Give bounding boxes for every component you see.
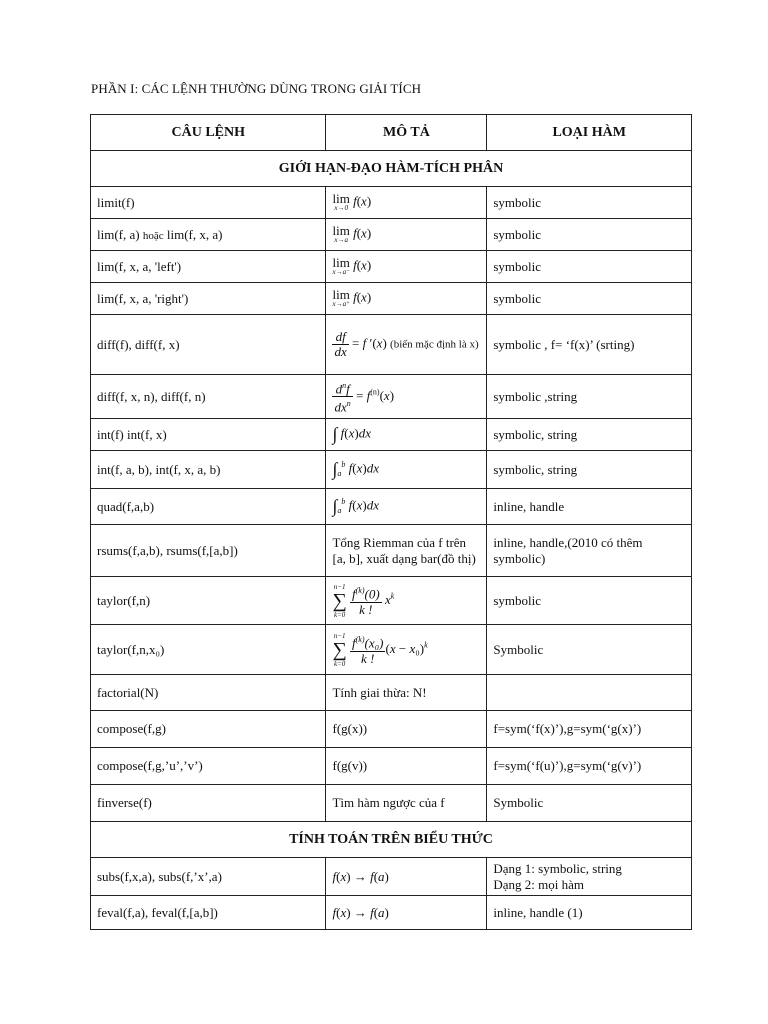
cell-description: $\int_a^b$ f(x)dx [326,451,487,489]
cell-type: f=sym(‘f(u)’),g=sym(‘g(v)’) [487,748,692,785]
cell-command: compose(f,g,’u’,’v’) [91,748,326,785]
table-row [91,896,692,930]
cell-description: lim x→a f(x) [326,219,487,251]
table-row [91,785,692,822]
table-row [91,375,692,419]
cell-command: subs(f,x,a), subs(f,’x’,a) [91,858,326,896]
cell-description: n−1 ∑ k=0 $\frac{f^{(k)}(0)}{k !}$ $x^k$ [326,577,487,625]
section-title-expressions: TÍNH TOÁN TRÊN BIỂU THỨC [91,822,692,858]
cell-command: taylor(f,n) [91,577,326,625]
cell-command: int(f) int(f, x) [91,419,326,451]
table-row [91,489,692,525]
cell-type: inline, handle,(2010 có thêm symbolic) [487,525,692,577]
cell-command: factorial(N) [91,675,326,711]
cell-command: rsums(f,a,b), rsums(f,[a,b]) [91,525,326,577]
table-row [91,748,692,785]
cell-command: diff(f), diff(f, x) [91,315,326,375]
cell-description: $\int_a^b$ f(x)dx [326,489,487,525]
cell-description: f(g(v)) [326,748,487,785]
cell-command: int(f, a, b), int(f, x, a, b) [91,451,326,489]
cell-description: f(x) → f(a) [326,858,487,896]
section-title-limits: GIỚI HẠN-ĐẠO HÀM-TÍCH PHÂN [91,151,692,187]
page-heading: PHẦN I: CÁC LỆNH THƯỜNG DÙNG TRONG GIẢI TÍCH [91,81,422,96]
cell-type: Symbolic [487,625,692,675]
cell-type: symbolic [487,187,692,219]
cell-type: symbolic ,string [487,375,692,419]
cell-type: f=sym(‘f(x)’),g=sym(‘g(x)’) [487,711,692,748]
cell-description: lim x→0 f(x) [326,187,487,219]
cell-description: f(x) → f(a) [326,896,487,930]
table-row [91,711,692,748]
cell-type: Symbolic [487,785,692,822]
cell-type: inline, handle (1) [487,896,692,930]
table-row [91,625,692,675]
table-row [91,283,692,315]
table-row [91,525,692,577]
table-row [91,251,692,283]
table-row [91,419,692,451]
cell-type: symbolic [487,577,692,625]
cell-command: compose(f,g) [91,711,326,748]
cell-command: quad(f,a,b) [91,489,326,525]
cell-type: symbolic [487,219,692,251]
cell-description: Tính giai thừa: N! [326,675,487,711]
cell-description: Tìm hàm ngược của f [326,785,487,822]
cell-type: Dạng 1: symbolic, string Dạng 2: mọi hàm [487,858,692,896]
table-row [91,219,692,251]
cell-description: $\frac{df}{dx}$ = f ′(x) (biến mặc định là x) [326,315,487,375]
col-header-type: LOẠI HÀM [487,115,692,151]
cell-description: $\frac{d^nf}{dx^n}$ = $f^{(n)}(x)$ [326,375,487,419]
cell-command: lim(f, a) hoặc lim(f, x, a) [91,219,326,251]
cell-description: n−1 ∑ k=0 $\frac{f^{(k)}(x_0)}{k !}$ $(x - x_0)^k$ [326,625,487,675]
section-row [91,151,692,187]
section-row [91,822,692,858]
cell-description: f(g(x)) [326,711,487,748]
table-row [91,315,692,375]
cell-type: symbolic [487,283,692,315]
cell-type [487,675,692,711]
cell-description: Tổng Riemman của f trên [a, b], xuất dạng bar(đồ thị) [326,525,487,577]
cell-command: lim(f, x, a, 'left') [91,251,326,283]
cell-type: symbolic [487,251,692,283]
table-row [91,451,692,489]
col-header-description: MÔ TẢ [326,115,487,151]
cell-command: finverse(f) [91,785,326,822]
cell-command: diff(f, x, n), diff(f, n) [91,375,326,419]
cell-command: taylor(f,n,x₀) [91,625,326,675]
cell-type: symbolic , f= ‘f(x)’ (srting) [487,315,692,375]
table-row [91,577,692,625]
cell-type: symbolic, string [487,419,692,451]
cell-command: lim(f, x, a, 'right') [91,283,326,315]
cell-description: lim x→a⁻ f(x) [326,251,487,283]
table-row [91,858,692,896]
cell-description: lim x→a⁺ f(x) [326,283,487,315]
command-table [90,114,692,930]
cell-command: feval(f,a), feval(f,[a,b]) [91,896,326,930]
col-header-command: CÂU LỆNH [91,115,326,151]
cell-type: inline, handle [487,489,692,525]
cell-command: limit(f) [91,187,326,219]
table-header-row [91,115,692,151]
cell-type: symbolic, string [487,451,692,489]
table-row [91,675,692,711]
cell-description: ∫ f(x)dx [326,419,487,451]
table-row [91,187,692,219]
